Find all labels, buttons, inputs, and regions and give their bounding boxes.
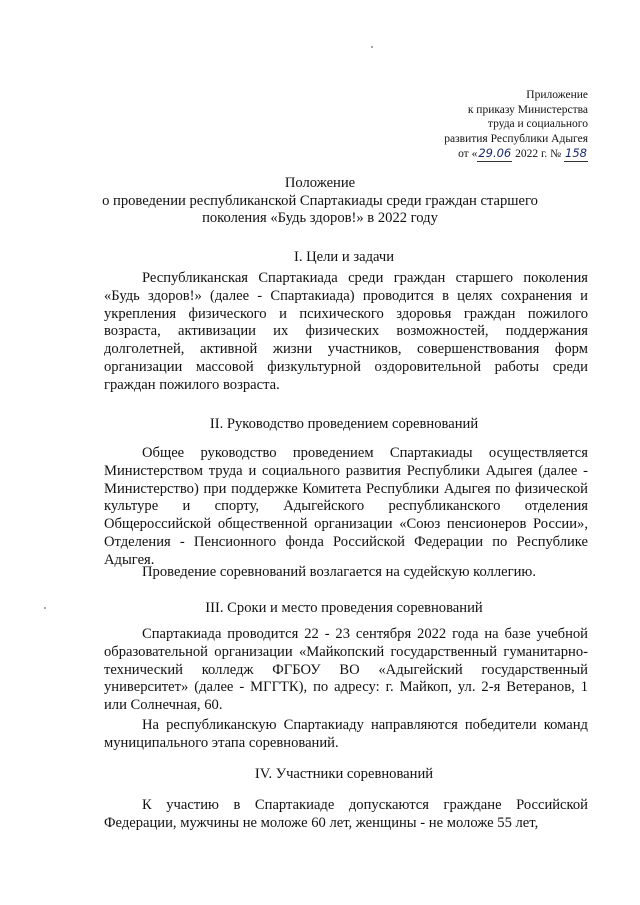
appendix-block bbox=[444, 88, 588, 162]
scan-speck bbox=[44, 607, 46, 609]
document-title bbox=[100, 175, 540, 228]
handwritten-date: 29.06 bbox=[478, 146, 512, 160]
title-line: поколения «Будь здоров!» в 2022 году bbox=[202, 210, 438, 227]
paragraph: К участию в Спартакиаде допускаются граждане Российской Федерации, мужчины не моложе 60 лет, женщины - не моложе 55 лет, bbox=[104, 797, 588, 831]
scan-speck bbox=[371, 46, 373, 48]
paragraph: Республиканская Спартакиада среди граждан старшего поколения «Будь здоров!» (далее - Спартакиада) проводится в целях сохранения и укрепления физического и психического здоровья граждан пожилого возраста, активизации их физических возможностей, поддержания долголетней, активной жизни участников, совершенствования форм организации массовой физкультурной оздоровительной работы среди граждан пожилого возраста. bbox=[104, 270, 588, 393]
title-line: о проведении республиканской Спартакиады среди граждан старшего bbox=[102, 192, 538, 209]
paragraph: Общее руководство проведением Спартакиады осуществляется Министерством труда и социального развития Республики Адыгея (далее - Министерство) при поддержке Комитета Республики Адыгея по физической культуре и спорту, Адыгейского республиканского отделения Общероссийской общественной организации «Союз пенсионеров России», Отделения - Пенсионного фонда Российской Федерации по Республике Адыгея. bbox=[104, 445, 588, 568]
appendix-line: труда и социального bbox=[487, 118, 588, 130]
handwritten-number: 158 bbox=[565, 146, 587, 160]
section-heading: IV. Участники соревнований bbox=[254, 766, 434, 782]
appendix-line: развития Республики Адыгея bbox=[444, 132, 588, 145]
appendix-line: Приложение bbox=[526, 89, 588, 101]
date-suffix: 2022 г. № bbox=[512, 148, 565, 160]
date-prefix: от « bbox=[458, 148, 478, 160]
title-line: Положение bbox=[284, 175, 356, 191]
appendix-date-line bbox=[444, 146, 588, 162]
paragraph: Спартакиада проводится 22 - 23 сентября 2022 года на базе учебной образовательной организации «Майкопский государственный гуманитарно-технический колледж ФГБОУ ВО «Адыгейский государственный университет» (далее - МГГТК), по адресу: г. Майкоп, ул. 2-я Ветеранов, 1 или Солнечная, 60. bbox=[104, 626, 588, 714]
section-heading: I. Цели и задачи bbox=[293, 249, 395, 265]
section-heading: II. Руководство проведением соревнований bbox=[209, 416, 479, 432]
section-heading: III. Сроки и место проведения соревнований bbox=[205, 600, 483, 616]
appendix-line: к приказу Министерства bbox=[467, 103, 588, 116]
paragraph: Проведение соревнований возлагается на судейскую коллегию. bbox=[142, 564, 536, 580]
paragraph: На республиканскую Спартакиаду направляются победители команд муниципального этапа соревнований. bbox=[104, 717, 588, 751]
